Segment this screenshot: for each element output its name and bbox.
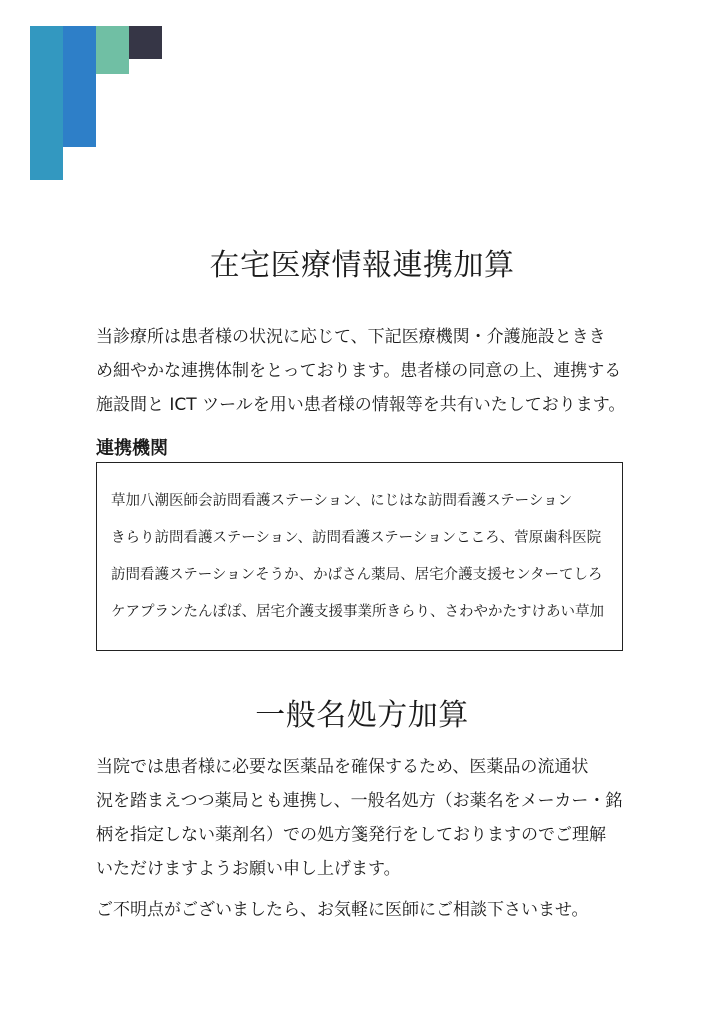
home-care-description xyxy=(96,320,640,422)
partners-line: 訪問看護ステーションそうか、かばさん薬局、居宅介護支援センターてしろ xyxy=(111,567,603,583)
partners-line: ケアプランたんぽぽ、居宅介護支援事業所きらり、さわやかたすけあい草加 xyxy=(111,604,604,620)
paragraph-line: 施設間と ICT ツールを用い患者様の情報等を共有いたしております。 xyxy=(96,395,626,415)
partners-line: 草加八潮医師会訪問看護ステーション、にじはな訪問看護ステーション xyxy=(111,493,573,509)
clinic-logo xyxy=(30,26,162,180)
paragraph-line: め細やかな連携体制をとっております。患者様の同意の上、連携する xyxy=(96,361,622,381)
section-title-home-care: 在宅医療情報連携加算 xyxy=(209,248,515,283)
paragraph-line: 柄を指定しない薬剤名）での処方箋発行をしておりますのでご理解 xyxy=(96,825,606,845)
paragraph-line: 況を踏まえつつ薬局とも連携し、一般名処方（お薬名をメーカー・銘 xyxy=(96,791,623,811)
section-title-generic-prescription: 一般名処方加算 xyxy=(255,698,469,733)
partners-box xyxy=(96,462,623,651)
logo-bar-3 xyxy=(96,26,129,74)
closing-line: ご不明点がございましたら、お気軽に医師にご相談下さいませ。 xyxy=(96,900,589,920)
logo-bar-4 xyxy=(129,26,162,59)
closing-note xyxy=(96,893,640,927)
logo-bar-1 xyxy=(30,26,63,180)
partners-heading: 連携機関 xyxy=(96,438,168,459)
paragraph-line: いただけますようお願い申し上げます。 xyxy=(96,859,401,879)
partners-line: きらり訪問看護ステーション、訪問看護ステーションこころ、菅原歯科医院 xyxy=(111,530,602,546)
logo-bar-2 xyxy=(63,26,96,147)
paragraph-line: 当院では患者様に必要な医薬品を確保するため、医薬品の流通状 xyxy=(96,757,589,777)
generic-prescription-description xyxy=(96,750,640,886)
paragraph-line: 当診療所は患者様の状況に応じて、下記医療機関・介護施設ときき xyxy=(96,327,606,347)
